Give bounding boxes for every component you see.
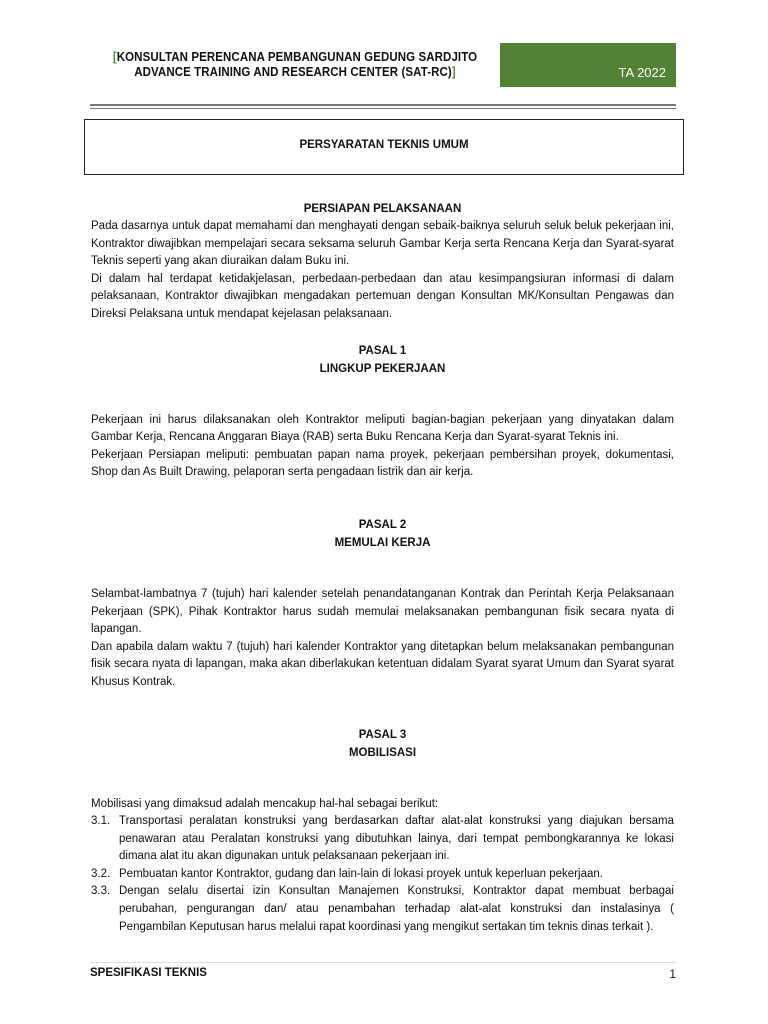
paragraph: Di dalam hal terdapat ketidakjelasan, perbedaan-perbedaan dan atau kesimpangsiuran informasi di dalam pelaksanaan, Kontraktor diwajibkan mengadakan pertemuan dengan Konsultan MK/Konsultan Pengawas dan Direksi Pelaksana untuk mendapat kejelasan pelaksanaan. xyxy=(91,272,674,320)
list-item-number: 3.3. xyxy=(91,885,111,898)
document-body xyxy=(91,200,674,936)
document-title: PERSYARATAN TEKNIS UMUM xyxy=(299,139,469,151)
header-title xyxy=(106,50,483,80)
list-item-text: Dengan selalu disertai izin Konsultan Manajemen Konstruksi, Kontraktor dapat membuat berbagai perubahan, pengurangan dan/ atau penambahan terhadap alat-alat konstruksi dan instalasinya ( Pengambilan Keputusan harus melalui rapat koordinasi yang mengikut sertakan tim teknis dinas terkait ). xyxy=(119,885,674,933)
pasal-1-heading: LINGKUP PEKERJAAN xyxy=(319,362,446,375)
paragraph: Mobilisasi yang dimaksud adalah mencakup hal-hal sebagai berikut: xyxy=(91,797,439,810)
paragraph: Pekerjaan Persiapan meliputi: pembuatan papan nama proyek, pekerjaan pembersihan proyek, dokumentasi, Shop dan As Built Drawing, pelaporan serta pengadaan listrik dan air kerja. xyxy=(91,448,674,479)
list-item-number: 3.1. xyxy=(91,815,111,828)
document-title-box xyxy=(84,119,684,175)
header-line-2: ADVANCE TRAINING AND RESEARCH CENTER (SAT-RC) xyxy=(134,65,452,79)
paragraph: Pada dasarnya untuk dapat memahami dan menghayati dengan sebaik-baiknya seluruh seluk beluk pekerjaan ini, Kontraktor diwajibkan mempelajari secara seksama seluruh Gambar Kerja serta Rencana Kerja dan Syarat-syarat Teknis seperti yang akan diuraikan dalam Buku ini. xyxy=(91,220,674,268)
page-number: 1 xyxy=(669,967,676,981)
pasal-2-heading: MEMULAI KERJA xyxy=(334,536,431,549)
list-item-number: 3.2. xyxy=(91,867,111,880)
paragraph: Pekerjaan ini harus dilaksanakan oleh Kontraktor meliputi bagian-bagian pekerjaan yang dinyatakan dalam Gambar Kerja, Rencana Anggaran Biaya (RAB) serta Buku Rencana Kerja dan Syarat-syarat Teknis ini. xyxy=(91,413,674,444)
section-heading-persiapan: PERSIAPAN PELAKSANAAN xyxy=(303,203,462,215)
page-header xyxy=(90,43,676,87)
header-close-bracket: ] xyxy=(451,65,456,79)
list-item-text: Transportasi peralatan konstruksi yang berdasarkan daftar alat-alat konstruksi yang diajukan bersama penawaran atau Peralatan konstruksi yang dibutuhkan lainya, dari tempat pembongkarannya ke lokasi dimana alat itu akan digunakan untuk pelaksanaan pekerjaan ini. xyxy=(119,815,674,863)
list-item xyxy=(91,813,674,866)
pasal-3-number: PASAL 3 xyxy=(358,728,407,741)
page-footer xyxy=(90,962,676,979)
pasal-3-heading: MOBILISASI xyxy=(348,746,417,759)
header-open-bracket: [ xyxy=(112,50,117,64)
paragraph: Dan apabila dalam waktu 7 (tujuh) hari kalender Kontraktor yang ditetapkan belum melaksanakan pembangunan fisik secara nyata di lapangan, maka akan diberlakukan ketentuan didalam Syarat syarat Umum dan Syarat syarat Khusus Kontrak. xyxy=(91,640,674,688)
list-item xyxy=(91,866,674,884)
paragraph: Selambat-lambatnya 7 (tujuh) hari kalender setelah penandatanganan Kontrak dan Perintah Kerja Pelaksanaan Pekerjaan (SPK), Pihak Kontraktor harus sudah memulai melaksanakan pembangunan fisik secara nyata di lapangan. xyxy=(91,587,674,636)
header-divider-thin xyxy=(90,108,676,109)
pasal-2-number: PASAL 2 xyxy=(358,518,407,531)
fiscal-year-label: TA 2022 xyxy=(618,65,666,80)
footer-document-label: SPESIFIKASI TEKNIS xyxy=(90,967,207,979)
header-line-1: KONSULTAN PERENCANA PEMBANGUNAN GEDUNG SARDJITO xyxy=(116,50,478,64)
list-item-text: Pembuatan kantor Kontraktor, gudang dan lain-lain di lokasi proyek untuk keperluan pekerjaan. xyxy=(119,867,603,880)
pasal-1-number: PASAL 1 xyxy=(358,344,407,357)
header-divider-thick xyxy=(90,104,676,106)
list-item xyxy=(91,883,674,936)
fiscal-year-badge xyxy=(500,43,676,87)
